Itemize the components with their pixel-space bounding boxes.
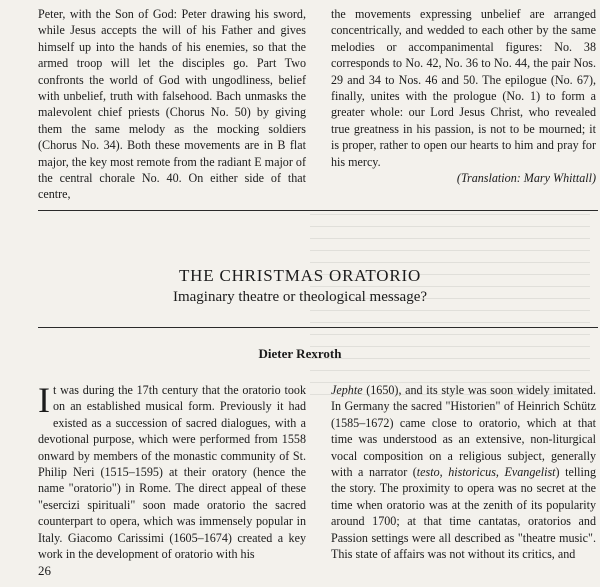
article-left-text: t was during the 17th century that the oratorio took on an established musical form. Previously it had existed as a succession of sacred dialogues, with a devotional purpose, which were performed from 1558 onward by members of the monastic community of St. Philip Neri (1515–1595) at their oratory (hence the name "oratorio") in Rome. The direct appeal of these "esercizi spirituali" soon made oratorio the sacred counterpart to opera, which was immensely popular in Italy. Giacomo Carissimi (1605–1674) created a key work in the development of oratorio with his xyxy=(38,383,306,562)
article-right-paragraph xyxy=(331,382,596,562)
article-left-column xyxy=(38,382,306,562)
jephte-title: Jephte xyxy=(331,383,363,397)
top-left-text: Peter, with the Son of God: Peter drawing his sword, while Jesus accepts the will of his Father and gives himself up into the hands of his enemies, so that the armed troop will let the disciples go. Part Two confronts the world of God with ungodliness, belief with unbelief, truth with falsehood. Bach unmasks the malevolent chief priests (Chorus No. 50) by giving them the same melody as the mocking soldiers (Chorus No. 34). Both these movements are in B flat major, the key most remote from the radiant E major of the central chorale No. 40. On either side of that centre, xyxy=(38,7,306,202)
translation-credit: (Translation: Mary Whittall) xyxy=(456,171,596,186)
article-left-paragraph xyxy=(38,382,306,562)
narrator-terms: testo, historicus, Evangelist xyxy=(416,465,556,480)
section-divider-top xyxy=(38,210,598,211)
top-left-column xyxy=(38,6,306,203)
page-number: 26 xyxy=(38,563,51,578)
article-right-text-1: (1650), and its style was soon widely imitated. In Germany the sacred "Historien" of Heinrich Schütz (1585–1672) came close to oratorio, which at that time was understood as an extensive, non-liturgical vocal composition on a religious subject, generally with a narrator ( xyxy=(331,383,596,480)
top-right-text: the movements expressing unbelief are arranged concentrically, and wedded to each other by the same melodies or accompanimental figures: No. 38 corresponds to No. 42, No. 36 to No. 44, the pair Nos. 29 and 34 to Nos. 46 and 50. The epilogue (No. 67), finally, unites with the prologue (No. 1) to form a greater whole: our Lord Jesus Christ, who revealed true greatness in his passion, is not to be mourned; it is proper, rather to open our hearts to him and pray for his mercy. xyxy=(331,7,596,169)
section-divider-bottom xyxy=(38,327,598,328)
top-right-column xyxy=(331,6,596,186)
article-right-text-2: ) telling the story. The proximity to opera was no secret at the time when oratorio was at the zenith of its popularity around 1700; at that time cantatas, oratorios and Passion settings were all described as "theatre music". This state of affairs was not without its critics, and xyxy=(331,465,596,562)
article-author: Dieter Rexroth xyxy=(258,346,342,361)
article-title: THE CHRISTMAS ORATORIO xyxy=(178,266,422,285)
article-subtitle: Imaginary theatre or theological message? xyxy=(172,289,428,305)
article-right-column xyxy=(331,382,596,562)
drop-cap: I xyxy=(38,380,50,420)
